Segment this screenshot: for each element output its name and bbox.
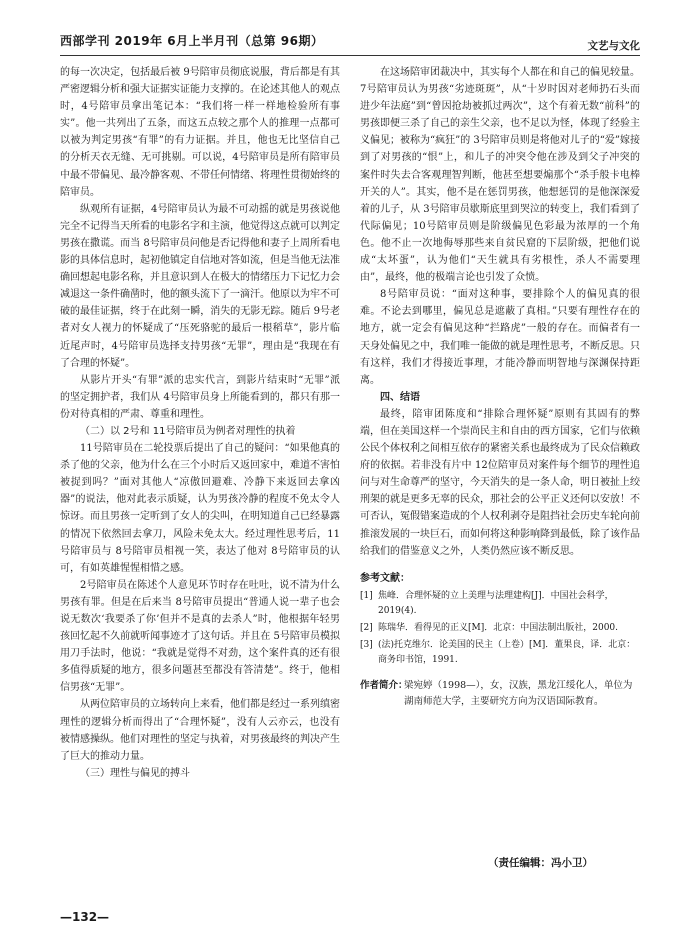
subsection-heading: （三）理性与偏见的搏斗	[80, 767, 190, 779]
section-heading: 四、结语	[380, 391, 420, 403]
left-column	[60, 64, 340, 874]
responsible-editor: （责任编辑：冯小卫）	[488, 857, 593, 869]
section-name: 文艺与文化	[587, 40, 640, 52]
page-number: —132—	[60, 910, 110, 924]
reference-item: [3] (法)托克维尔．论美国的民主（上卷）[M]．董果良，译．北京：商务印书馆，1991.	[360, 639, 636, 665]
author-bio	[360, 678, 640, 710]
page-header	[60, 30, 640, 54]
paragraph: 最终，陪审团陈度和“排除合理怀疑”原则有其固有的弊端，但在美国这样一个崇尚民主和自由的西方国家，它们与依赖公民个体权利之间相互依存的紧密关系也最终成为了民众信赖政府的依据。若非没有片中 12位陪审员对案件每个细节的理性追问与对生命尊严的坚守，今天消失的是一条人命，明日被扯上绞刑架的就是更多无辜的民众，那社会的公平正义还何以安放！不可否认，冤假错案造成的个人权利剥夺是阻挡社会历史车轮向前推滚发展的一块巨石，而如何将这种影响降到最低，除了该作品给我们的借鉴意义之外，人类仍然应该不断反思。	[360, 408, 640, 557]
author-bio-label: 作者简介：	[360, 679, 408, 691]
reference-item: [2] 陈瑞华．看得见的正义[M]．北京：中国法制出版社，2000.	[360, 622, 619, 633]
paragraph: 在这场陪审团裁决中，其实每个人都在和自己的偏见较量。7号陪审员认为男孩“劣迹斑斑”，从“十岁时因对老师扔石头而进少年法庭”到“曾因抢劫被抓过两次”，这个有着无数“前科”的男孩即便三杀了自己的亲生父亲，也不足以为怪，体现了经验主义偏见；被称为“疯狂”的 3号陪审员则是将他对儿子的“爱”嫁接到了对男孩的“恨”上，和儿子的冲突令他在涉及到父子冲突的案件时失去合客观理智判断，他甚至想要煽那个“杀手般卡电棒开关的人”。其实，他不是在惩罚男孩，他想惩罚的是他深深爱着的儿子，从 3号陪审员歇斯底里到哭泣的转变上，我们看到了代际偏见；10号陪审员则是阶级偏见色彩最为浓厚的一个角色。他不止一次地侮辱那些来自贫民窟的下层阶级，把他们说成“太坏蛋”，认为他们“天生就具有劣根性，杀人不需要理由”，最终，他的极端言论也引发了众愤。	[360, 67, 640, 284]
paragraph: 8号陪审员说：“面对这种事，要排除个人的偏见真的很难。不论去到哪里，偏见总是遮蔽了真相。”只要有理性存在的地方，就一定会有偏见这种“拦路虎”一般的存在。而偏者有一天身处偏见之中，我们唯一能做的就是理性思考，不断反思。只有这样，我们才得接近事理，才能冷静而明智地与深渊保持距离。	[360, 289, 640, 386]
paragraph: 11号陪审员在二轮投票后提出了自己的疑问：“如果他真的杀了他的父亲，他为什么在三个小时后又返回家中，难道不害怕被捉到吗？”面对其他人“凉傲回避难、冷静下来返回去拿凶器”的说法，他对此表示质疑，认为男孩冷静的程度不免太令人惊讶。而且男孩一定听到了女人的尖叫，在明知道自己已经暴露的情况下依然回去拿刀，风险未免太大。经过理性思考后，11号陪审员与 8号陪审员相视一笑，表达了他对 8号陪审员的认可，有如英雄惺惺相惜之感。	[60, 443, 340, 574]
paragraph: 的每一次决定，包括最后被 9号陪审员彻底说服，背后都是有其严密逻辑分析和强大证据实证能力支撑的。在论述其他人的观点时，4号陪审员拿出笔记本：“我们将一样一样地检验所有事实”。他一共列出了五条，而这五点较之那个人的推理一点都可以被为判定男孩“有罪”的有力证据。并且，他也无比坚信自己的分析天衣无缝、无可挑剔。可以说，4号陪审员是所有陪审员中最不带偏见、最冷静客观、不带任何情绪、将理性贯彻始终的陪审员。	[60, 67, 340, 198]
right-column	[360, 64, 640, 874]
journal-title: 西部学刊 2019年 6月上半月刊（总第 96期）	[60, 34, 324, 48]
author-bio-text: 梁宛婷（1998—），女，汉族，黑龙江绥化人，单位为湖南师范大学，主要研究方向为汉语国际教育。	[404, 679, 633, 707]
reference-item: [1] 焦峰．合理怀疑的立上美理与法理建构[J]．中国社会科学，2019(4).	[360, 590, 614, 616]
paragraph: 从影片开头“有罪”派的忠实代言，到影片结束时“无罪”派的坚定拥护者，我们从 4号陪审员身上所能看到的，都只有那一份对待真相的严肃、尊重和理性。	[60, 374, 340, 420]
paragraph: 纵观所有证据，4号陪审员认为最不可动摇的就是男孩说他完全不记得当天所看的电影名字和主演，他觉得这点就可以判定男孩在撒谎。而当 8号陪审员问他是否记得他和妻子上周所看电影的具体信息时，起初他镇定自信地对答如流，但是当他无法准确回想起电影名称，并且意识到人在极大的情绪压力下记忆力会减退这一条件确凿时，他的额头流下了一滴汗。他原以为牢不可破的最佳证据，终于在此刻一瞬，消失的无影无踪。随后 9号老者对女人视力的怀疑成了“压死骆驼的最后一根稻草”，影片临近尾声时，4号陪审员选择支持男孩“无罪”，理由是“我现在有了合理的怀疑”。	[60, 203, 340, 369]
references-heading: 参考文献：	[360, 572, 410, 584]
paragraph: 从两位陪审员的立场转向上来看，他们都是经过一系列缜密理性的逻辑分析而得出了“合理怀疑”，没有人云亦云，也没有被情感操纵。他们对理性的坚定与执着，对男孩最终的判决产生了巨大的推动力量。	[60, 699, 340, 762]
paragraph: 2号陪审员在陈述个人意见环节时存在吐吐，说不清为什么男孩有罪。但是在后来当 8号陪审员提出“普通人说一辈子也会说无数次‘我要杀了你’但并不是真的去杀人”时，他根据年轻男孩回忆起不久前就听闻事迹才了这句话。并且在 5号陪审员模拟用刀手法时，他说：“我就是觉得不对劲，这个案件真的还有很多值得质疑的地方，很多问题甚至都没有答清楚”。终于，他相信男孩“无罪”。	[60, 579, 340, 694]
header-rule	[60, 55, 640, 56]
subsection-heading: （二）以 2号和 11号陪审员为例者对理性的执着	[80, 425, 296, 437]
